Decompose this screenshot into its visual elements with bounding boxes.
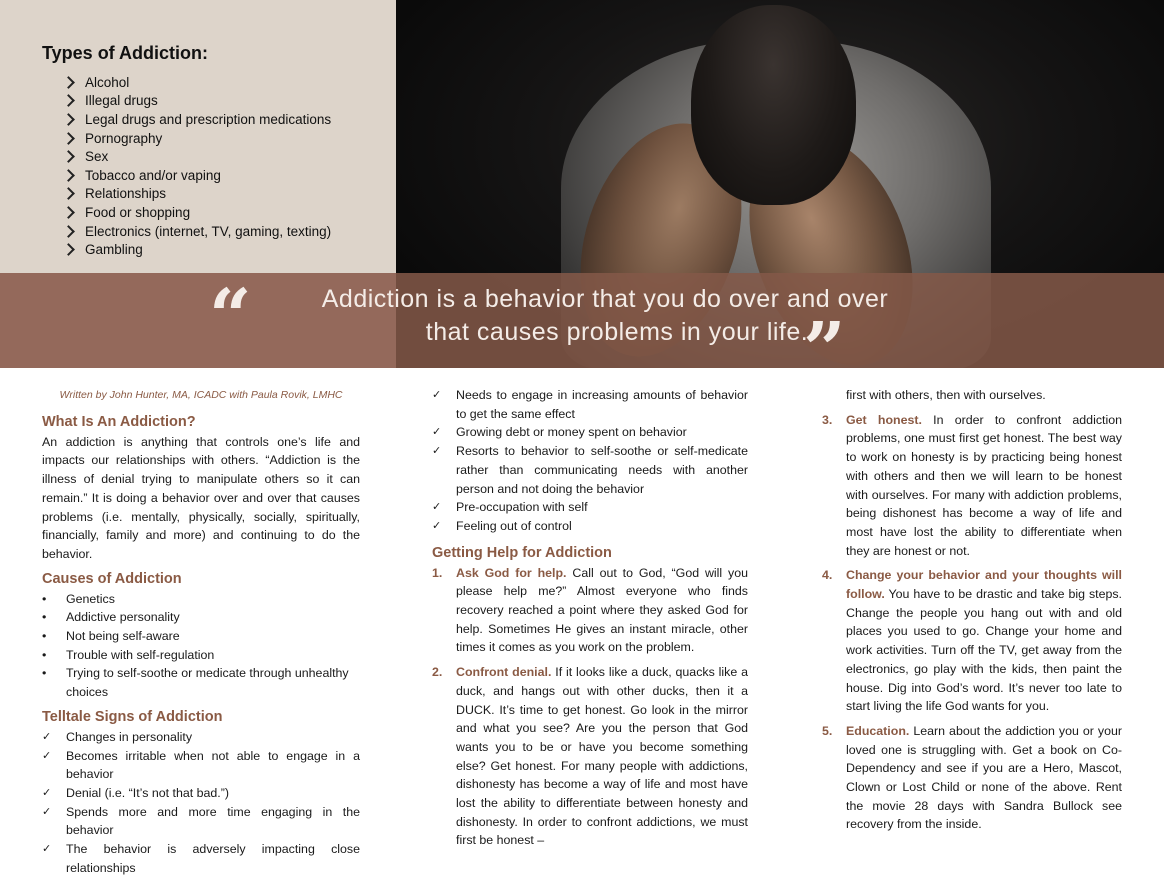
list-item: Alcohol (64, 73, 331, 92)
step-text: Learn about the addiction you or your loved one is struggling with. Get a book on Co-Dependency and see if you are a Hero, Mascot, Clown or Lost Child or none of the above. Rent the movie 28 days with Sandra Bullock see recovery from the inside. (846, 723, 1122, 832)
list-item (822, 411, 1122, 561)
list-item: ✓ Growing debt or money spent on behavior (432, 423, 748, 442)
section-title: Causes of Addiction (42, 570, 182, 587)
chevron-right-icon (62, 95, 75, 108)
pull-quote-line: that causes problems in your life. (425, 318, 809, 346)
list-item (432, 663, 748, 850)
step-number: 1. (432, 565, 443, 580)
step-text: You have to be drastic and take big steps. Change the people you hang out with and old places you used to go. Change your home and work activities. Turn off the TV, get away from the electronics, go play with the kids, then paint the house. Dig into God’s word. It’s never too late to start living the life God wants for you. (846, 587, 1123, 714)
chevron-right-icon (62, 187, 75, 200)
list-item: Electronics (internet, TV, gaming, texting) (64, 222, 331, 241)
chevron-right-icon (62, 132, 75, 145)
step-number: 5. (822, 723, 833, 738)
types-list (64, 73, 331, 259)
list-item: ✓ Becomes irritable when not able to engage in a behavior (42, 747, 360, 784)
list-item: ✓ Changes in personality (42, 728, 360, 747)
section-title: Telltale Signs of Addiction (42, 708, 223, 725)
byline: Written by John Hunter, MA, ICADC with Paula Rovik, LMHC (59, 389, 343, 401)
column-3 (822, 386, 1122, 840)
types-title: Types of Addiction: (42, 43, 208, 63)
photo-head-shape (691, 5, 856, 205)
chevron-right-icon (62, 169, 75, 182)
list-item: Tobacco and/or vaping (64, 166, 331, 185)
list-item: • Addictive personality (42, 608, 360, 627)
list-item: ✓ Denial (i.e. “It’s not that bad.”) (42, 784, 360, 803)
chevron-right-icon (62, 76, 75, 89)
list-item: Pornography (64, 129, 331, 148)
chevron-right-icon (62, 150, 75, 163)
list-item (822, 566, 1122, 716)
list-item: Gambling (64, 240, 331, 259)
list-item: • Trouble with self-regulation (42, 646, 360, 665)
step-continuation: first with others, then with ourselves. (846, 388, 1046, 402)
step-lead: Education. (846, 723, 910, 738)
list-item: Food or shopping (64, 203, 331, 222)
chevron-right-icon (62, 206, 75, 219)
list-item: ✓ Feeling out of control (432, 517, 748, 536)
list-item (432, 564, 748, 658)
help-steps-continued (822, 411, 1122, 834)
step-number: 4. (822, 568, 833, 583)
signs-list (42, 728, 360, 878)
causes-list (42, 590, 360, 702)
chevron-right-icon (62, 113, 75, 126)
list-item: ✓ Needs to engage in increasing amounts of behavior to get the same effect (432, 386, 748, 423)
list-item: Illegal drugs (64, 92, 331, 111)
list-item: ✓ Resorts to behavior to self-soothe or self-medicate rather than communicating needs with another person and not doing the behavior (432, 442, 748, 498)
signs-list-continued (432, 386, 748, 536)
help-steps (432, 564, 748, 851)
step-number: 2. (432, 665, 443, 680)
pull-quote (0, 283, 1164, 349)
section-title: What Is An Addiction? (42, 413, 196, 430)
step-lead: Change your behavior and your thoughts will follow. (846, 568, 1122, 602)
list-item: Sex (64, 147, 331, 166)
list-item: • Genetics (42, 590, 360, 609)
chevron-right-icon (62, 243, 75, 256)
step-lead: Get honest. (846, 412, 922, 427)
list-item: Legal drugs and prescription medications (64, 110, 331, 129)
open-quote-icon: “ (209, 274, 252, 360)
step-lead: Ask God for help. (456, 565, 567, 580)
paragraph: An addiction is anything that controls one’s life and impacts our relationships with others. “Addiction is the illness of denial trying to manipulate others so it can remain.” It is doing a behavior over and over that causes problems (i.e. mentally, physically, socially, spiritually, financially, family and more) and continuing to do the behavior. (42, 434, 360, 561)
section-title: Getting Help for Addiction (432, 544, 612, 561)
step-lead: Confront denial. (456, 665, 552, 680)
step-text: If it looks like a duck, quacks like a duck, and hangs out with other ducks, then it a DUCK. It’s time to get honest. Go look in the mirror and what you see? Are you the person that God wants you to be or have you become something else? Get honest. For many people with addictions, dishonesty has become a way of life and most have lost the ability to differentiate between honesty and dishonesty. In order to confront addictions, we must first be honest – (456, 665, 748, 848)
step-number: 3. (822, 412, 833, 427)
list-item (822, 722, 1122, 834)
column-1 (42, 386, 360, 881)
pull-quote-line: Addiction is a behavior that you do over and over (321, 285, 889, 313)
list-item: Relationships (64, 185, 331, 204)
list-item: • Not being self-aware (42, 627, 360, 646)
list-item: ✓ The behavior is adversely impacting close relationships (42, 840, 360, 877)
step-text: Call out to God, “God will you please help me?” Almost everyone who finds recovery reached a point where they asked God for help. Sometimes He gives an instant miracle, other times it comes as you work on the problem. (456, 565, 749, 655)
chevron-right-icon (62, 225, 75, 238)
list-item: • Trying to self-soothe or medicate through unhealthy choices (42, 664, 360, 701)
list-item: ✓ Spends more and more time engaging in the behavior (42, 803, 360, 840)
column-2 (432, 386, 748, 856)
list-item: ✓ Pre-occupation with self (432, 498, 748, 517)
step-text: In order to confront addiction problems, one must first get honest. The best way to work on honesty is by practicing being honest with others and then we will learn to be honest with ourselves. For many with addiction problems, being dishonest has become a way of life and most have lost the ability to differentiate when they are honest or not. (846, 412, 1122, 558)
close-quote-icon: ” (803, 307, 846, 393)
